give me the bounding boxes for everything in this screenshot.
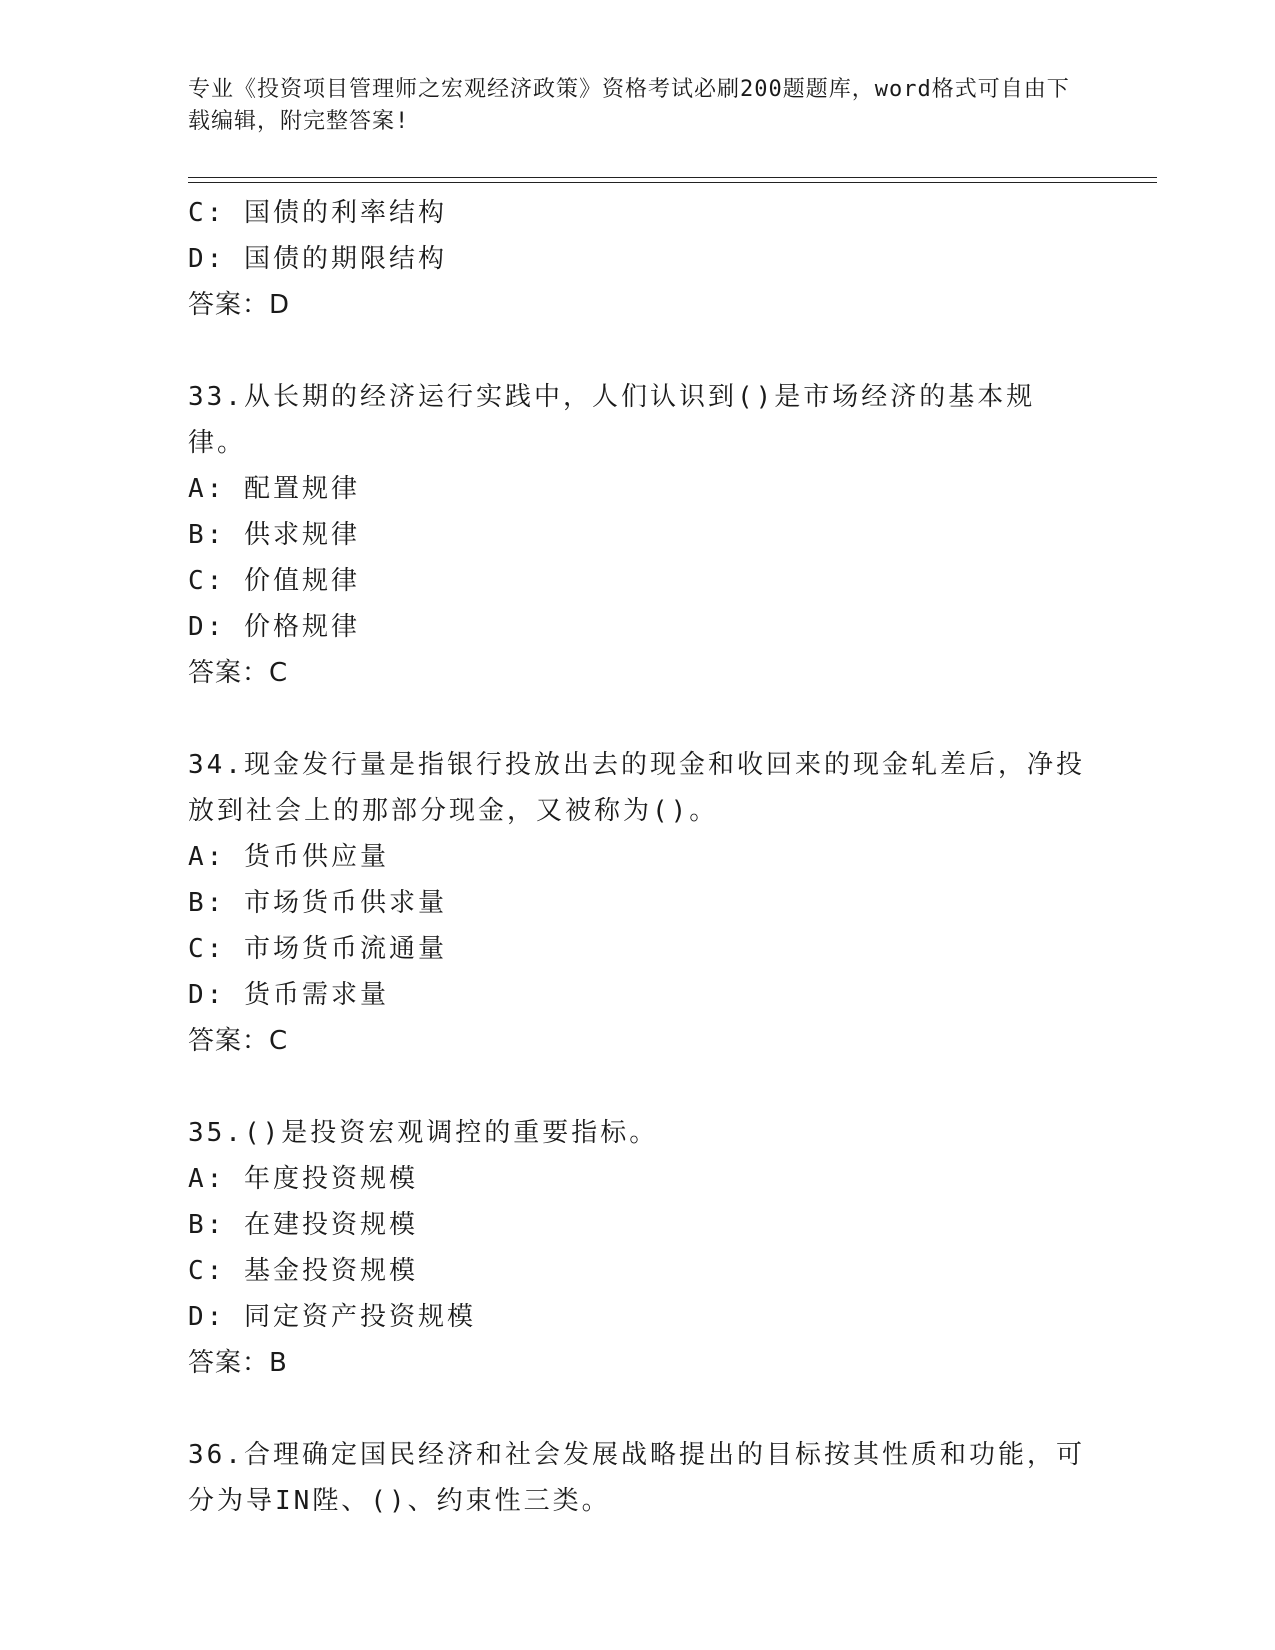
question-35 xyxy=(188,1110,1088,1386)
answer-label: 答案：C xyxy=(188,1026,289,1056)
option-a: A: 年度投资规模 xyxy=(188,1164,418,1194)
option-c: C: 价值规律 xyxy=(188,566,360,596)
header-divider-bottom xyxy=(188,182,1157,183)
option-c: C: 市场货币流通量 xyxy=(188,934,447,964)
header-divider-top xyxy=(188,177,1157,178)
question-text: 36.合理确定国民经济和社会发展战略提出的目标按其性质和功能，可分为导IN陛、()、约束性三类。 xyxy=(188,1440,1085,1516)
option-d: D: 价格规律 xyxy=(188,612,360,642)
question-34 xyxy=(188,742,1088,1064)
question-text: 34.现金发行量是指银行投放出去的现金和收回来的现金轧差后，净投放到社会上的那部分现金，又被称为()。 xyxy=(188,750,1085,826)
document-body xyxy=(188,190,1088,1524)
option-c: C: 基金投资规模 xyxy=(188,1256,418,1286)
previous-question-tail xyxy=(188,190,1088,328)
document-header: 专业《投资项目管理师之宏观经济政策》资格考试必刷200题题库，word格式可自由下载编辑，附完整答案! xyxy=(188,77,1070,134)
option-a: A: 货币供应量 xyxy=(188,842,389,872)
option-d: D: 国债的期限结构 xyxy=(188,244,447,274)
question-33 xyxy=(188,374,1088,696)
option-d: D: 货币需求量 xyxy=(188,980,389,1010)
option-c: C: 国债的利率结构 xyxy=(188,198,447,228)
option-b: B: 在建投资规模 xyxy=(188,1210,418,1240)
answer-label: 答案：C xyxy=(188,658,289,688)
question-text: 33.从长期的经济运行实践中，人们认识到()是市场经济的基本规律。 xyxy=(188,382,1036,458)
option-b: B: 供求规律 xyxy=(188,520,360,550)
answer-label: 答案：B xyxy=(188,1348,288,1378)
question-text: 35.()是投资宏观调控的重要指标。 xyxy=(188,1118,659,1148)
question-36 xyxy=(188,1432,1088,1524)
option-d: D: 同定资产投资规模 xyxy=(188,1302,476,1332)
option-b: B: 市场货币供求量 xyxy=(188,888,447,918)
option-a: A: 配置规律 xyxy=(188,474,360,504)
answer-label: 答案：D xyxy=(188,290,291,320)
